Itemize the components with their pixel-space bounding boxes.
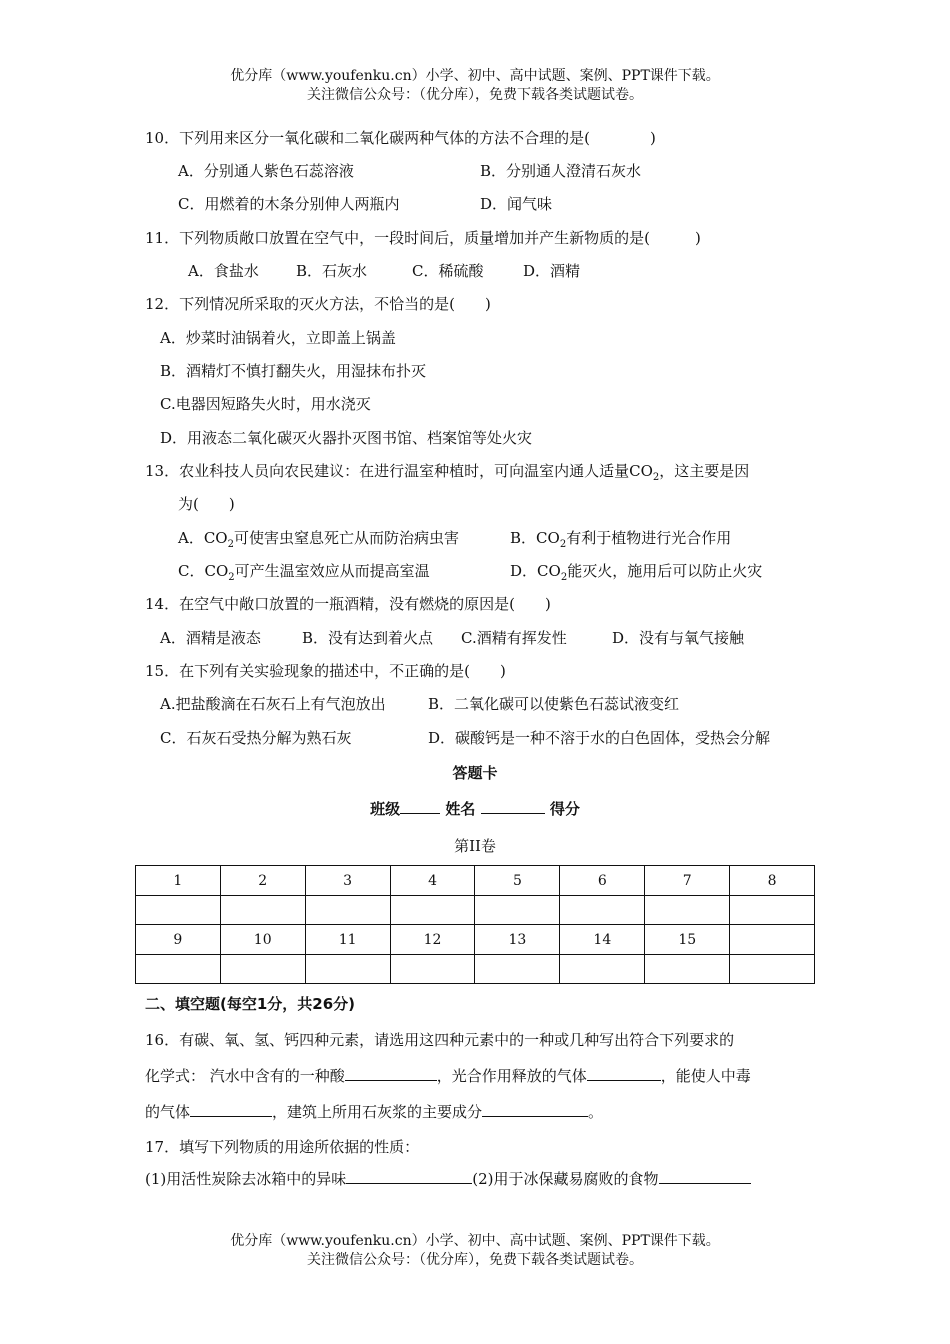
table-row xyxy=(136,866,815,896)
student-info-line xyxy=(0,798,950,819)
table-header-cell: 15 xyxy=(645,925,730,955)
section2-title: 二、填空题(每空1分，共26分) xyxy=(145,995,356,1013)
footer-line-2: 关注微信公众号：（优分库），免费下载各类试题试卷。 xyxy=(307,1252,643,1268)
score-label: 得分 xyxy=(549,800,580,818)
table-header-cell: 14 xyxy=(560,925,645,955)
q10-option-a: A．分别通人紫色石蕊溶液 xyxy=(178,162,354,180)
table-header-cell: 13 xyxy=(475,925,560,955)
q13-stem-cont: 为( ) xyxy=(178,495,235,513)
answer-cell[interactable] xyxy=(475,955,560,984)
q11-option-a: A．食盐水 xyxy=(188,262,259,280)
q12-option-a: A．炒菜时油锅着火，立即盖上锅盖 xyxy=(160,329,396,347)
q15-option-d: D．碳酸钙是一种不溶于水的白色固体，受热会分解 xyxy=(428,729,771,747)
q13-option-c: C．$CO_2$可产生温室效应从而提高室温 xyxy=(178,562,430,583)
answer-cell[interactable] xyxy=(136,955,221,984)
table-header-cell xyxy=(730,925,815,955)
q13-option-a: A．$CO_2$可使害虫窒息死亡从而防治病虫害 xyxy=(178,529,459,550)
q13-stem: 13．农业科技人员向农民建议：在进行温室种植时，可向温室内通人适量$CO_2$，这主要是因 xyxy=(145,462,750,483)
answer-cell[interactable] xyxy=(220,896,305,925)
table-header-cell: 5 xyxy=(475,866,560,896)
q14-option-a: A．酒精是液态 xyxy=(160,629,261,647)
answer-cell[interactable] xyxy=(560,896,645,925)
table-row xyxy=(136,955,815,984)
answer-cell[interactable] xyxy=(645,955,730,984)
table-header-cell: 12 xyxy=(390,925,475,955)
answer-cell[interactable] xyxy=(390,896,475,925)
class-label: 班级 xyxy=(370,800,401,818)
name-label: 姓名 xyxy=(445,800,476,818)
q12-option-b: B．酒精灯不慎打翻失火，用湿抹布扑灭 xyxy=(160,362,427,380)
answer-cell[interactable] xyxy=(305,896,390,925)
q10-option-c: C．用燃着的木条分别伸人两瓶内 xyxy=(178,195,400,213)
q17-stem: 17．填写下列物质的用途所依据的性质： xyxy=(145,1138,420,1156)
answer-cell[interactable] xyxy=(305,955,390,984)
q14-option-d: D．没有与氧气接触 xyxy=(612,629,745,647)
q17-items: (1)用活性炭除去冰箱中的异味 (2)用于冰保藏易腐败的食物 xyxy=(145,1168,751,1189)
table-header-cell: 6 xyxy=(560,866,645,896)
table-header-cell: 3 xyxy=(305,866,390,896)
q15-option-a: A.把盐酸滴在石灰石上有气泡放出 xyxy=(160,695,386,713)
header-line-1: 优分库（www.youfenku.cn）小学、初中、高中试题、案例、PPT课件下载。 xyxy=(230,68,720,84)
q13-option-d: D．$CO_2$能灭火，施用后可以防止火灾 xyxy=(510,562,763,583)
q11-option-c: C．稀硫酸 xyxy=(412,262,484,280)
q12-option-d: D．用液态二氧化碳灭火器扑灭图书馆、档案馆等处火灾 xyxy=(160,429,533,447)
answer-cell[interactable] xyxy=(475,896,560,925)
q12-option-c: C.电器因短路失火时，用水浇灭 xyxy=(160,395,371,413)
q14-option-c: C.酒精有挥发性 xyxy=(461,629,567,647)
name-blank[interactable] xyxy=(481,799,545,814)
q13-option-b: B．$CO_2$有利于植物进行光合作用 xyxy=(510,529,732,550)
answer-table xyxy=(135,865,815,984)
q11-stem: 11．下列物质敞口放置在空气中，一段时间后，质量增加并产生新物质的是( ) xyxy=(145,229,701,247)
footer-line-1: 优分库（www.youfenku.cn）小学、初中、高中试题、案例、PPT课件下载。 xyxy=(230,1233,720,1249)
table-header-cell: 8 xyxy=(730,866,815,896)
header-line-2: 关注微信公众号：（优分库），免费下载各类试题试卷。 xyxy=(307,87,643,103)
table-row xyxy=(136,925,815,955)
q11-option-d: D．酒精 xyxy=(523,262,581,280)
q16-blank-3[interactable] xyxy=(190,1102,272,1117)
table-header-cell: 7 xyxy=(645,866,730,896)
q15-stem: 15．在下列有关实验现象的描述中，不正确的是( ) xyxy=(145,662,506,680)
q16-blank-1[interactable] xyxy=(345,1066,437,1081)
q16-line-1: 16．有碳、氧、氢、钙四种元素，请选用这四种元素中的一种或几种写出符合下列要求的 xyxy=(145,1031,735,1049)
q16-line-2: 化学式： 汽水中含有的一种酸 ，光合作用释放的气体 ，能使人中毒 xyxy=(145,1067,751,1085)
q17-blank-1[interactable] xyxy=(346,1169,472,1184)
q17-blank-2[interactable] xyxy=(659,1169,751,1184)
q10-stem: 10．下列用来区分一氧化碳和二氧化碳两种气体的方法不合理的是( ) xyxy=(145,129,656,147)
table-header-cell: 10 xyxy=(220,925,305,955)
table-header-cell: 4 xyxy=(390,866,475,896)
table-row xyxy=(136,896,815,925)
answer-cell[interactable] xyxy=(560,955,645,984)
q10-option-d: D．闻气味 xyxy=(480,195,553,213)
table-header-cell: 2 xyxy=(220,866,305,896)
answer-cell[interactable] xyxy=(730,955,815,984)
answer-cell[interactable] xyxy=(136,896,221,925)
table-header-cell: 9 xyxy=(136,925,221,955)
q14-option-b: B．没有达到着火点 xyxy=(302,629,434,647)
answer-cell[interactable] xyxy=(645,896,730,925)
table-header-cell: 1 xyxy=(136,866,221,896)
answer-cell[interactable] xyxy=(730,896,815,925)
q11-option-b: B．石灰水 xyxy=(296,262,368,280)
volume-label: 第II卷 xyxy=(454,837,496,855)
q15-option-b: B．二氧化碳可以使紫色石蕊试液变红 xyxy=(428,695,680,713)
table-header-cell: 11 xyxy=(305,925,390,955)
answer-cell[interactable] xyxy=(390,955,475,984)
q16-blank-2[interactable] xyxy=(587,1066,661,1081)
q14-stem: 14．在空气中敞口放置的一瓶酒精，没有燃烧的原因是( ) xyxy=(145,595,551,613)
q16-blank-4[interactable] xyxy=(482,1102,588,1117)
q16-line-3: 的气体 ，建筑上所用石灰浆的主要成分 。 xyxy=(145,1103,604,1121)
class-blank[interactable] xyxy=(400,799,440,814)
q15-option-c: C．石灰石受热分解为熟石灰 xyxy=(160,729,352,747)
q10-option-b: B．分别通人澄清石灰水 xyxy=(480,162,642,180)
q12-stem: 12．下列情况所采取的灭火方法，不恰当的是( ) xyxy=(145,295,491,313)
answer-card-title: 答题卡 xyxy=(452,764,498,782)
answer-cell[interactable] xyxy=(220,955,305,984)
